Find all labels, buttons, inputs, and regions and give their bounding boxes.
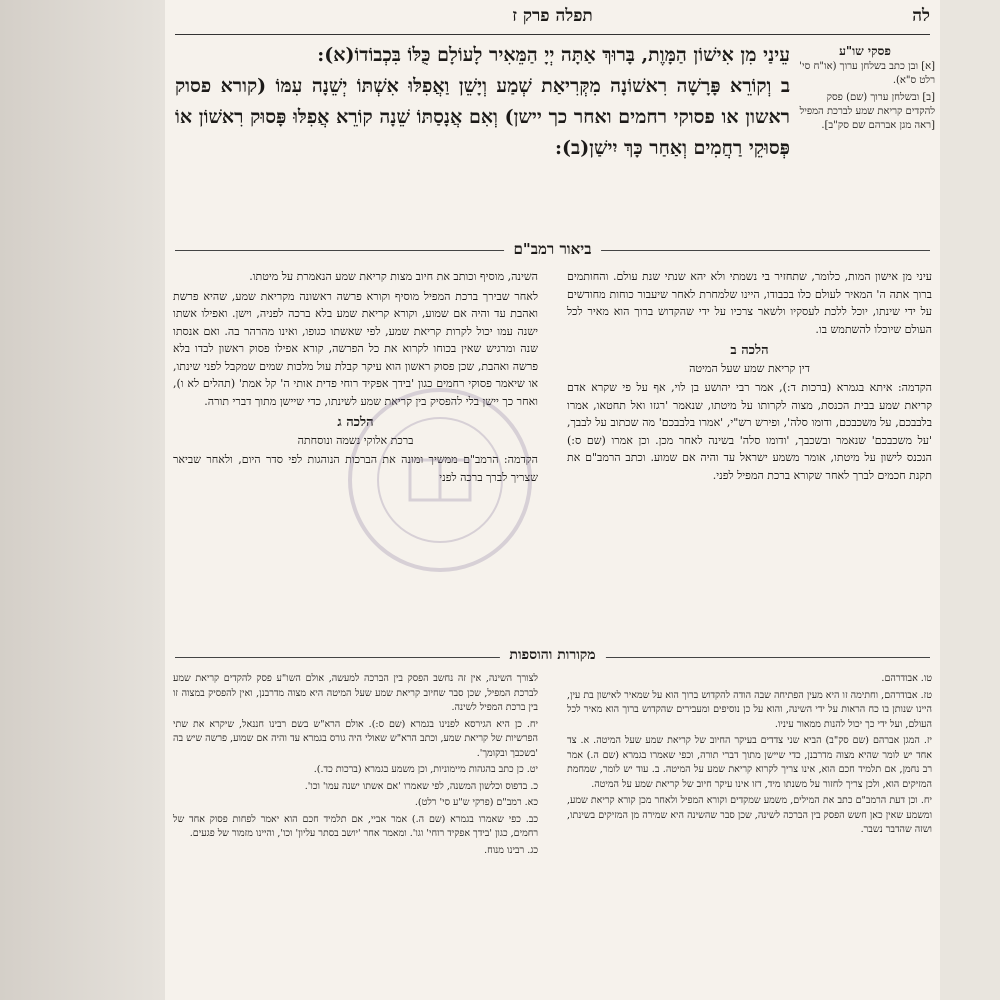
page-header [175,6,930,32]
sidebar-note: [א] ובן כתב בשלחן ערוך (או"ח סי' רלט ס"א). [799,61,935,86]
source-note: לצורך השינה, אין זה נחשב הפסק בין הברכה למעשה, אולם השו"ע פסק להקדים קריאת שמע לברכת המפיל, שכן סבר שחיוב קריאת שמע שעל המיטה היא מצוה מדרבנן, ואין להפסיק במצוה זו בין ברכת המפיל לשינה. [173,673,538,713]
page-title: תפלה פרק ז [512,6,593,26]
sidebar-notes [795,44,935,136]
page-number: לה [912,6,930,26]
halacha-subtitle: ברכת אלוקי נשמה ונוסחתה [297,433,414,447]
watermark-logo-icon [340,380,540,580]
source-note: טו. אבודרהם. [881,673,932,684]
commentary-paragraph: עיני מן אישון המות, כלומר, שתחזיר בי נשמתי ולא יהא שנתי שנת עולם. והחותמים ברוך אתה ה' המאיר לעולם כלו בכבודו, היינו שלמחרת לאחר שיעבור כוחות מחודשים על ידי שינתו, יוכל ללכת לעסקיו ולשאר צרכיו על ידי שהקדוש ברוך הוא מאיר לכל העולם שיוכלו להשתמש בו. [567,270,932,336]
page-gutter-shadow [0,0,165,1000]
source-note: כב. כפי שאמרו בגמרא (שם ה.) אמר אביי, אם תלמיד חכם הוא יאמר לפחות פסוק אחד של רחמים, כגון 'בידך אפקיד רוחי' וגו'. ומאמר אחר 'יושב בסתר עליון' וכו', והיינו מזמור של פגעים. [173,813,538,839]
header-divider [175,34,930,35]
sources-left-column [173,672,538,860]
source-note: כא. רמב"ם (פרקי ש"ע סי' רלט). [414,797,538,808]
sidebar-title: פסקי שו"ע [839,44,891,58]
sources-right-column [567,672,932,840]
source-note: יט. כן כתב בהגהות מיימוניות, וכן משמע בגמרא (ברכות כד.). [313,764,538,775]
source-note: יח. כן היא הגירסא לפנינו בגמרא (שם ס:). אולם הרא"ש בשם רבינו חננאל, שיקרא את שתי הפרשיות של קריאת שמע, וכתב הרא"ש שאולי היה גורס בגמרא עד והיה אם שמוע, פרשה שיש בה 'בשכבך ובקומך'. [173,718,538,759]
sources-title: מקורות והוספות [499,647,605,664]
halacha-subtitle: דין קריאת שמע שעל המיטה [689,361,810,375]
commentary-header [175,240,930,260]
commentary-title: ביאור רמב"ם [504,240,602,259]
watermark-seal [340,380,540,580]
book-page [165,0,940,1000]
source-note: כ. בדפוס וכלשון המשנה, לפי שאמרו 'אם אשתו ישנה עמו' וכו'. [304,780,538,792]
source-note: יח. וכן דעת הרמב"ם כתב את המילים, משמע שמקדים וקורא המפיל ולאחר מכן קורא קריאת שמע, ומשמע שאין כאן חשש הפסק בין הברכה לשינה, שכן סבר שהשינה היא שמירה מן המזיקים בשינתו, ושזה שהדבר נשבר. [567,795,932,835]
commentary-right-column [567,268,932,486]
sources-header [175,647,930,667]
halacha-heading: הלכה ג [337,415,374,430]
halacha-heading: הלכה ב [730,343,769,358]
commentary-paragraph: לאחר שבירך ברכת המפיל מוסיף וקורא פרשה ראשונה מקריאת שמע, שהיא פרשת ואהבת עד והיה אם שמוע, וקורא קריאת שמע בלא ברכה לפניה, וישן. ואפילו אשתו ישנה עמו יכול לקרות קריאת שמע, לפי שאשתו כגופו, ואינו מהרהר בה. ואם אנסתו שנה ומרגיש שאין בכוחו לקרוא את כל הפרשה, קורא אפילו פסוק ראשון לבדו בלא פרשה ואהבת, שכן פסוק ראשון הוא עיקר קבלת עול מלכות שמים שמקבל לפני שינתו, או שיאמר פסוקי רחמים כגון 'בידך אפקיד רוחי פדית אותי ה' קל אמת' (תהלים לא ו), ואחר כך יישן בלי להפסיק בין קריאת שמע לשינתו, כדי שיישן מתוך דברי תורה. [173,289,538,408]
source-note: יז. המגן אברהם (שם סק"ב) הביא שני צדדים בעיקר החיוב של קריאת שמע שעל המיטה. א. צד אחד יש לומר שהיא מצוה מדרבנן, כדי שיישן מתוך דברי תורה, וכפי שאמרו בגמרא (שם ה.) אמר רב נחמן, אם תלמיד חכם הוא, אינו צריך לקרוא קריאת שמע על המיטה. ב. עוד יש לומר, שמחמת המזיקים הוא, ולכן צריך לחזור על משנתו מיד, דזו אינו עיקר חיוב של קריאת שמע על המיטה. [567,735,932,790]
source-note: כג. רבינו מנוח. [484,844,538,856]
commentary-paragraph: הקדמה: איתא בגמרא (ברכות ד:), אמר רבי יהושע בן לוי, אף על פי שקרא אדם קריאת שמע בבית הכנסת, מצוה לקרותו על מיטתו, שנאמר 'רגזו ואל תחטאו, אמרו בלבבכם, על משכבכם, ודומו סלה', ופירש רש"י, 'אמרו בלבבכם' מה שכתוב על לבבך, 'על משכבכם' שנאמר ובשכבך, 'ודומו סלה' בשינה לאחר מכן. וכן אמרו (שם ס:) הנכנס לישון על מיטתו, אומר משמע ישראל עד והיה אם שמוע. וכתב הרמב"ם את תקנת חכמים לברך לאחר שקורא ברכת המפיל לפני. [567,381,932,482]
main-text-line: ב וְקוֹרֵא פָּרָשָׁה רִאשׁוֹנָה מִקְּרִיאַת שְׁמַע וְיָשֵׁן וַאֲפִלּוּ אִשְׁתּוֹ יְשֵׁנָה עִמּוֹ (קורא פסוק ראשון או פסוקי רחמים ואחר כך יישן) וְאִם אֲנָסַתּוֹ שֵׁנָה קוֹרֵא אֲפִלּוּ פָּסוּק רִאשׁוֹן אוֹ פְּסוּקֵי רַחֲמִים וְאַחַר כָּךְ יִישַׁן(ב): [175,75,790,159]
commentary-paragraph: הקדמה: הרמב"ם ממשיך ומונה את הברכות הנוהגות לפי סדר היום, ולאחר שביאר שצריך לברך ברכה לפני [173,453,538,484]
main-text [175,40,790,164]
commentary-paragraph: השינה, מוסיף וכותב את חיוב מצות קריאת שמע הנאמרת על מיטתו. [249,270,538,283]
main-text-line: עֵינַי מִן אִישׁוֹן הַמָּוֶת, בָּרוּךְ אַתָּה יְיָ הַמֵּאִיר לָעוֹלָם כֻּלּוֹ בִּכְבוֹדוֹ(א): [317,44,790,66]
source-note: טז. אבודרהם, וחתימה זו היא מעין הפתיחה שבה הודה להקדוש ברוך הוא על שמאיר לאישון בת עין, היינו שנותן בו כח הראות על ידי השינה, והוא על כן נוסיפים ומעבירים שהקדוש ברוך הוא מאיר לכל העולם, ועל ידי כך יכול להנות ממאור עיניו. [567,689,932,730]
sidebar-note: [ב] ובשלחן ערוך (שם) פסק להקדים קריאת שמע לברכת המפיל [ראה מגן אברהם שם סק"ב]. [799,92,935,131]
